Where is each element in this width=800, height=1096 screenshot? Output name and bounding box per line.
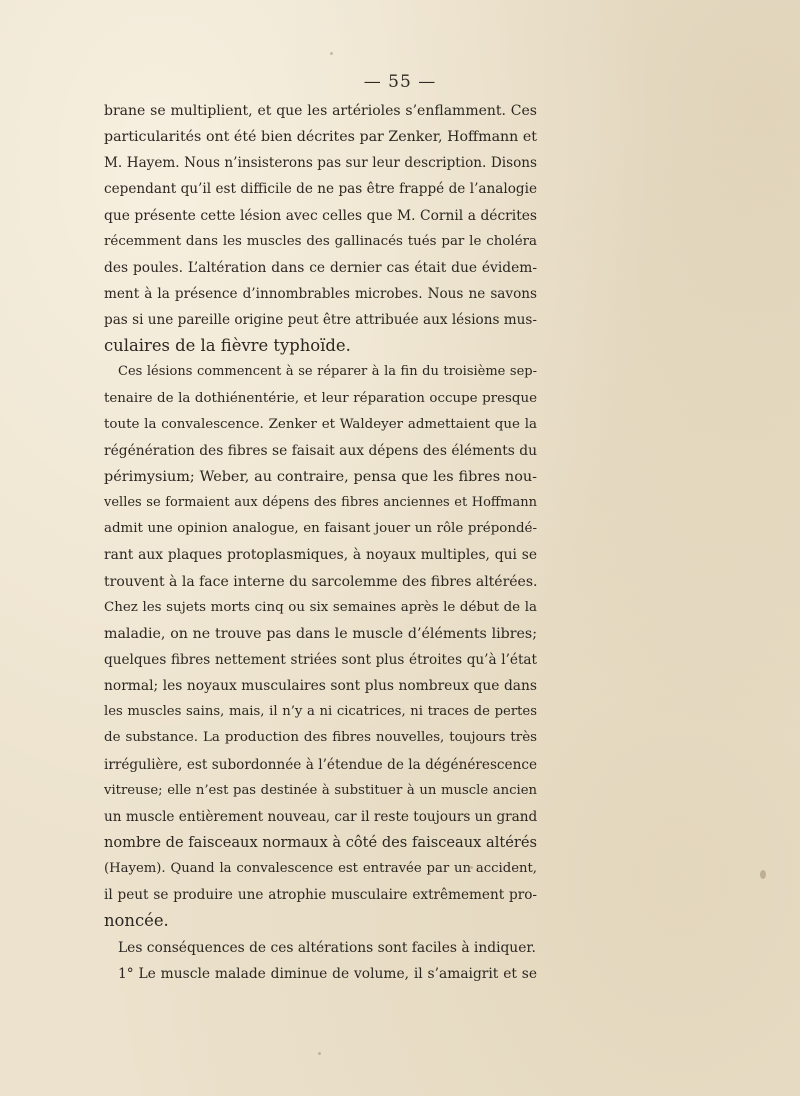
page-number: — 55 — (363, 72, 437, 92)
text-line: régénération des fibres se faisait aux dépens des éléments du (104, 442, 537, 459)
text-line: brane se multiplient, et que les artérioles s’enflamment. Ces (104, 103, 537, 119)
text-line: nombre de faisceaux normaux à côté des faisceaux altérés (104, 833, 537, 851)
text-line: (Hayem). Quand la convalescence est entravée par un accident, (104, 861, 537, 877)
text-line: admit une opinion analogue, en faisant jouer un rôle prépondé- (104, 521, 537, 537)
text-line: culaires de la fièvre typhoïde. (104, 336, 351, 356)
text-line: Chez les sujets morts cinq ou six semaines après le début de la (104, 599, 537, 615)
text-line: rant aux plaques protoplasmiques, à noyaux multiples, qui se (104, 547, 537, 564)
paper-speck (760, 870, 766, 879)
text-line: récemment dans les muscles des gallinacés tués par le choléra (104, 233, 537, 249)
text-line: particularités ont été bien décrites par Zenker, Hoffmann et (104, 129, 537, 146)
text-line: périmysium; Weber, au contraire, pensa que les fibres nou- (104, 468, 537, 485)
text-line: tenaire de la dothiénentérie, et leur réparation occupe presque (104, 390, 537, 406)
text-line: vitreuse; elle n’est pas destinée à substituer à un muscle ancien (104, 782, 537, 798)
text-line: des poules. L’altération dans ce dernier cas était due évidem- (104, 259, 537, 276)
text-line: irrégulière, est subordonnée à l’étendue de la dégénérescence (104, 756, 537, 773)
text-line: un muscle entièrement nouveau, car il reste toujours un grand (104, 808, 538, 825)
text-line: de substance. La production des fibres nouvelles, toujours très (104, 730, 537, 746)
text-line: velles se formaient aux dépens des fibres anciennes et Hoffmann (104, 495, 537, 511)
text-line: M. Hayem. Nous n’insisterons pas sur leur description. Disons (104, 155, 537, 172)
paper-speck (440, 316, 443, 319)
text-line: noncée. (104, 911, 169, 931)
text-line: que présente cette lésion avec celles que M. Cornil a décrites (104, 207, 537, 224)
paper-speck (470, 866, 473, 869)
text-line: pas si une pareille origine peut être attribuée aux lésions mus- (104, 312, 537, 329)
text-line: il peut se produire une atrophie musculaire extrêmement pro- (104, 887, 537, 904)
text-line: cependant qu’il est difficile de ne pas être frappé de l’analogie (104, 181, 537, 198)
paper-speck (330, 52, 333, 55)
text-line: quelques fibres nettement striées sont plus étroites qu’à l’état (104, 651, 537, 668)
text-line: ment à la présence d’innombrables microbes. Nous ne savons (104, 285, 537, 302)
text-line: Ces lésions commencent à se réparer à la fin du troisième sep- (118, 364, 537, 380)
text-line: 1° Le muscle malade diminue de volume, il s’amaigrit et se (118, 965, 537, 982)
body-text (104, 98, 537, 987)
text-line: maladie, on ne trouve pas dans le muscle d’éléments libres; (104, 625, 537, 642)
text-line: les muscles sains, mais, il n’y a ni cicatrices, ni traces de pertes (104, 704, 537, 720)
paper-speck (318, 1052, 321, 1055)
text-line: trouvent à la face interne du sarcolemme des fibres altérées. (104, 573, 538, 590)
text-line: normal; les noyaux musculaires sont plus nombreux que dans (104, 678, 537, 695)
text-line: Les conséquences de ces altérations sont faciles à indiquer. (118, 939, 536, 956)
text-line: toute la convalescence. Zenker et Waldeyer admettaient que la (104, 416, 537, 432)
